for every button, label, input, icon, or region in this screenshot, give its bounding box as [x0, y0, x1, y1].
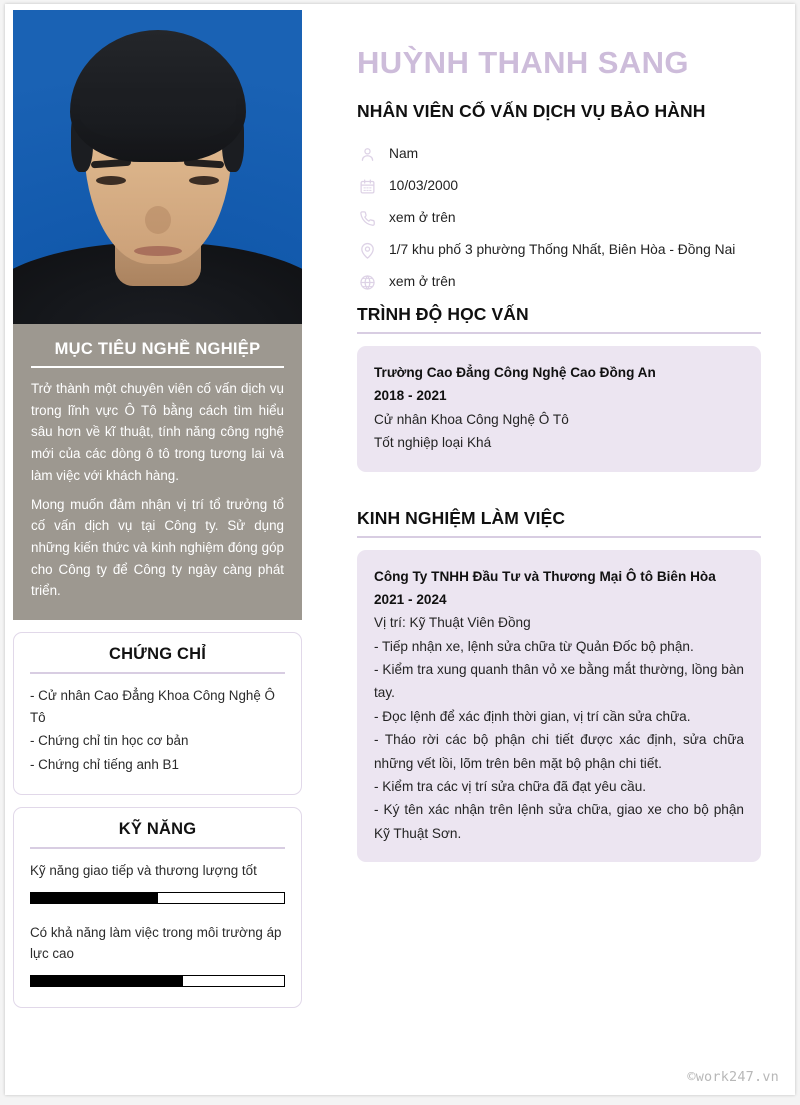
sidebar [13, 10, 302, 1008]
person-icon [357, 144, 377, 164]
career-objective-divider [31, 366, 284, 368]
education-detail: Cử nhân Khoa Công Nghệ Ô Tô [374, 411, 569, 427]
education-school: Trường Cao Đẳng Công Nghệ Cao Đồng An [374, 365, 656, 381]
contact-value: 10/03/2000 [389, 178, 459, 194]
certificates-divider [30, 672, 285, 674]
experience-card [357, 550, 761, 863]
career-objective-paragraph: Mong muốn đảm nhận vị trí tổ trưởng tổ cố vấn dịch vụ tại Công ty. Sử dụng những kiến thức và kinh nghiệm đóng góp cho Công ty để Công ty ngày càng phát triển. [31, 496, 284, 599]
experience-bullet: - Tiếp nhận xe, lệnh sửa chữa từ Quản Đốc bộ phận. [374, 638, 694, 654]
skill-progress-bar [30, 892, 285, 904]
job-title: NHÂN VIÊN CỐ VẤN DỊCH VỤ BẢO HÀNH [357, 101, 706, 122]
career-objective-section [13, 324, 302, 620]
photo-eye-right [189, 176, 219, 185]
location-icon [357, 240, 377, 260]
skills-title: KỸ NĂNG [118, 819, 197, 838]
contact-value: Nam [389, 146, 419, 162]
experience-bullet: - Kiểm tra xung quanh thân vỏ xe bằng mắt thường, lồng bàn tay. [374, 662, 744, 701]
globe-icon [357, 272, 377, 292]
certificates-section [13, 632, 302, 795]
experience-divider [357, 536, 761, 538]
certificate-item: - Chứng chỉ tin học cơ bản [30, 733, 189, 749]
experience-bullet: - Đọc lệnh để xác định thời gian, vị trí cần sửa chữa. [374, 708, 691, 724]
contact-row-phone [357, 208, 761, 228]
education-title: TRÌNH ĐỘ HỌC VẤN [357, 304, 529, 325]
skill-progress-fill [31, 976, 183, 986]
experience-bullet: - Kiểm tra các vị trí sửa chữa đã đạt yêu cầu. [374, 778, 647, 794]
certificates-title: CHỨNG CHỈ [108, 645, 207, 664]
cv-page [5, 4, 795, 1095]
education-detail: Tốt nghiệp loại Khá [374, 435, 492, 451]
certificate-item: - Chứng chỉ tiếng anh B1 [30, 757, 179, 773]
education-divider [357, 332, 761, 334]
education-period: 2018 - 2021 [374, 388, 447, 404]
section-spacer [357, 472, 761, 496]
skill-label: Kỹ năng giao tiếp và thương lượng tốt [30, 862, 257, 878]
career-objective-paragraph: Trở thành một chuyên viên cố vấn dịch vụ trong lĩnh vực Ô Tô bằng cách tìm hiểu sâu hơn về kĩ thuật, tính năng công nghệ mới của các dòng ô tô trong tương lai và làm việc với khách hàng. [31, 381, 284, 483]
skills-section [13, 807, 302, 1008]
contact-value: xem ở trên [389, 210, 456, 226]
experience-title: KINH NGHIỆM LÀM VIỆC [357, 507, 566, 528]
experience-position: Vị trí: Kỹ Thuật Viên Đồng [374, 615, 531, 631]
experience-bullet: - Ký tên xác nhận trên lệnh sửa chữa, giao xe cho bộ phận Kỹ Thuật Sơn. [374, 802, 744, 841]
contact-list [357, 144, 761, 292]
candidate-photo [13, 10, 302, 324]
photo-mouth [134, 246, 182, 256]
certificate-item: - Cử nhân Cao Đẳng Khoa Công Nghệ Ô Tô [30, 688, 275, 725]
photo-nose [145, 206, 171, 234]
contact-row-gender [357, 144, 761, 164]
main-column [357, 10, 761, 862]
experience-period: 2021 - 2024 [374, 591, 447, 607]
experience-company: Công Ty TNHH Đầu Tư và Thương Mại Ô tô Biên Hòa [374, 568, 716, 584]
skill-progress-fill [31, 893, 158, 903]
watermark: ©work247.vn [687, 1069, 779, 1085]
candidate-name: HUỲNH THANH SANG [357, 45, 689, 80]
photo-eye-left [96, 176, 126, 185]
skill-label: Có khả năng làm việc trong môi trường áp lực cao [30, 924, 282, 962]
education-card [357, 346, 761, 472]
contact-row-address [357, 240, 761, 260]
career-objective-title: MỤC TIÊU NGHỀ NGHIỆP [54, 340, 261, 358]
skill-progress-bar [30, 975, 285, 987]
contact-value: 1/7 khu phố 3 phường Thống Nhất, Biên Hòa - Đồng Nai [389, 242, 736, 258]
contact-row-website [357, 272, 761, 292]
contact-row-birthdate [357, 176, 761, 196]
skills-divider [30, 847, 285, 849]
calendar-icon [357, 176, 377, 196]
phone-icon [357, 208, 377, 228]
contact-value: xem ở trên [389, 274, 456, 290]
experience-bullet: - Tháo rời các bộ phận chi tiết được xác định, sửa chữa những vết lồi, lõm trên bên mặt bộ phận chi tiết. [374, 732, 744, 771]
